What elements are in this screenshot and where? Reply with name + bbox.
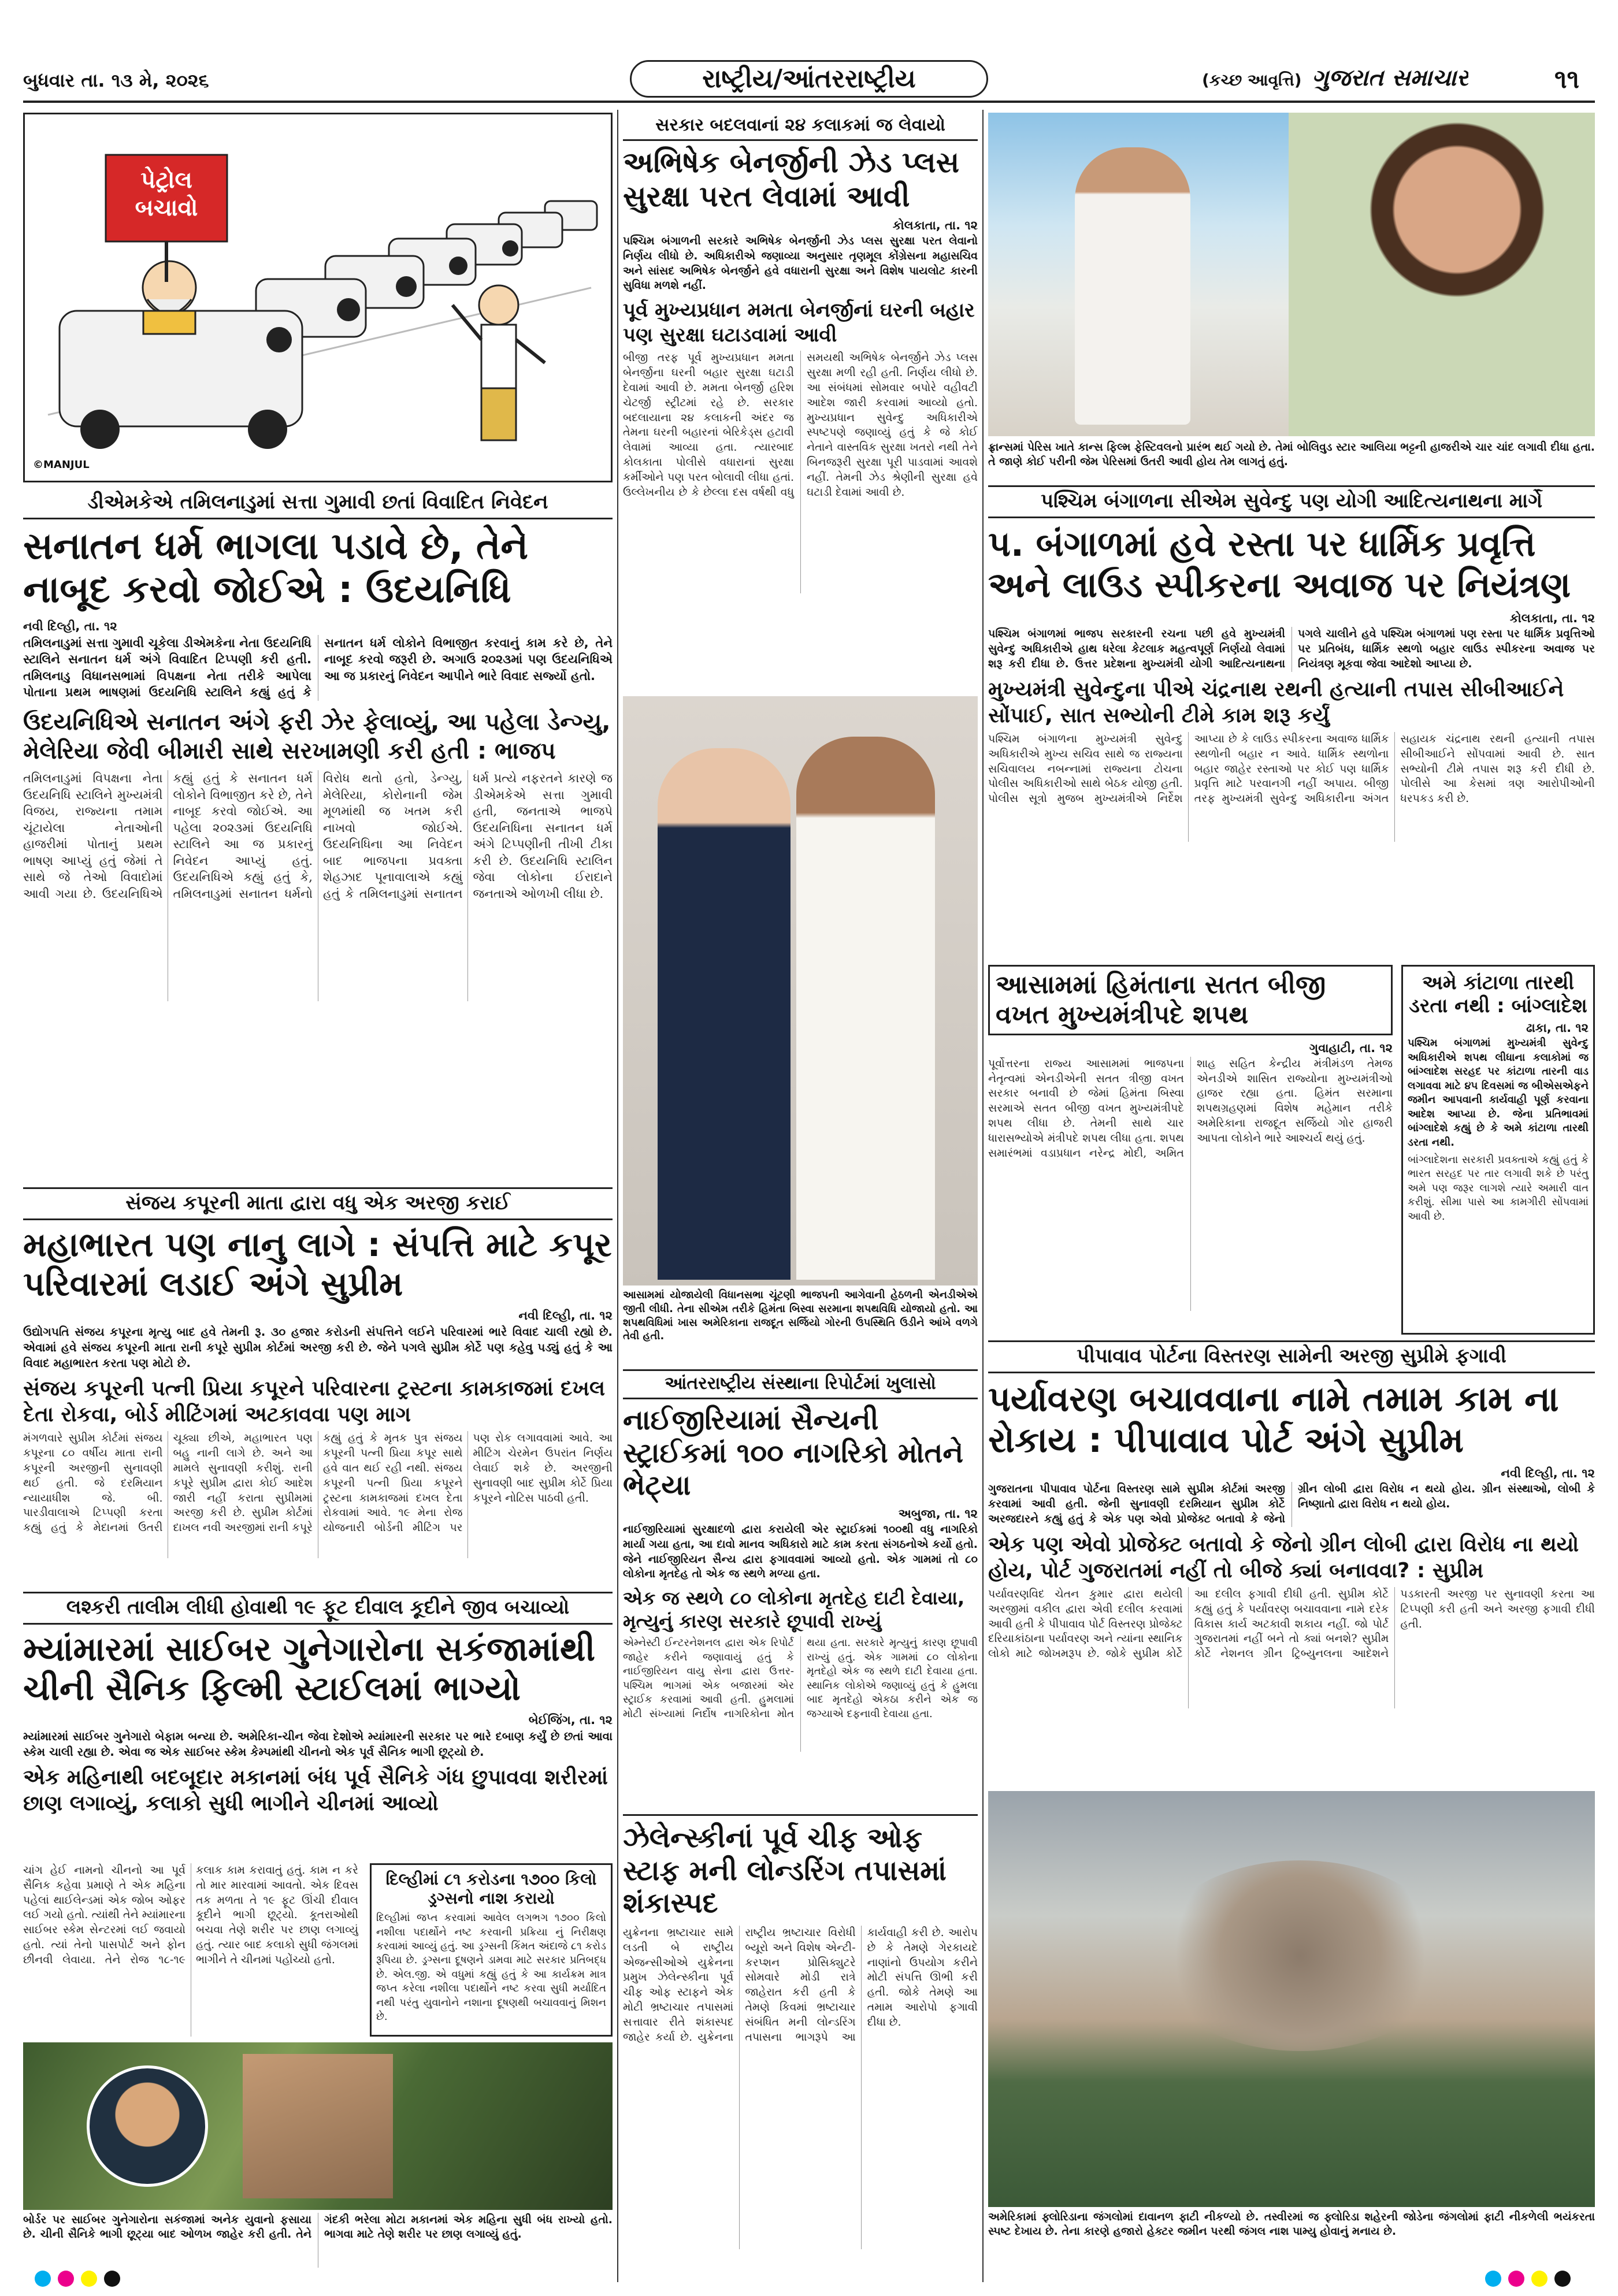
registration-dot	[1485, 2271, 1501, 2287]
column-rule	[982, 110, 984, 2282]
article-headline: અભિષેક બેનર્જીની ઝેડ પ્લસ સુરક્ષા પરત લેવામાં આવી	[623, 146, 960, 213]
article-kicker: આંતરરાષ્ટ્રીય સંસ્થાના રિપોર્ટમાં ખુલાસો	[623, 1369, 978, 1399]
article-headline: સનાતન ધર્મ ભાગલા પડાવે છે, તેને નાબૂદ કરવો જોઈએ : ઉદયનિધિ	[23, 525, 529, 612]
photo-caption: ફ્રાન્સમાં પેરિસ ખાતે કાન્સ ફિલ્મ ફેસ્ટિવલનો પ્રારંભ થઈ ગયો છે. તેમાં બોલિવુડ સ્ટાર આલિયા ભટ્ટની હાજરીએ ચાર ચાંદ લગાવી દીધા હતા. તે જાણે કોઈ પરીની જેમ પેરિસમાં ઉતરી આવી હોય તેમ લાગતું હતું.	[988, 441, 1595, 469]
registration-dot	[1508, 2271, 1524, 2287]
news-brief-bangladesh	[1401, 965, 1595, 1335]
registration-dot	[104, 2271, 120, 2287]
brief-title: અમે કાંટાળા તારથી ડરતા નથી : બાંગ્લાદેશ	[1409, 971, 1587, 1018]
registration-dot	[1554, 2271, 1571, 2287]
article-subhead: એક મહિનાથી બદબૂદાર મકાનમાં બંધ પૂર્વ સૈનિકે ગંધ છુપાવવા શરીરમાં છાણ લગાવ્યું, કલાકો સુધી ભાગીને ચીનમાં આવ્યો	[23, 1766, 608, 1816]
photo-florida-wildfire	[988, 1791, 1595, 2207]
article-zelensky	[623, 1814, 978, 2268]
news-brief-box	[370, 1863, 613, 2037]
article-subhead: પૂર્વ મુખ્યપ્રધાન મમતા બેનર્જીનાં ઘરની બહાર પણ સુરક્ષા ઘટાડવામાં આવી	[623, 299, 975, 347]
article-dateline: કોલકાતા, તા. ૧૨	[892, 218, 978, 232]
brief-title: દિલ્હીમાં ૮૧ કરોડના ૧૭૦૦ કિલો ડ્રગ્સનો નાશ કરાયો	[385, 1870, 597, 1908]
photo-figure-cm	[796, 737, 935, 1280]
registration-dot	[35, 2271, 51, 2287]
article-subhead: એક જ સ્થળે ૮૦ લોકોના મૃતદેહ દાટી દેવાયા, મૃત્યુનું કારણ સરકારે છૂપાવી રાખ્યું	[623, 1587, 965, 1633]
photo-inset-portrait	[87, 2065, 208, 2187]
page-number: ૧૧	[1554, 65, 1580, 94]
article-body: યુક્રેનના ભ્રષ્ટાચાર સામે લડતી બે રાષ્ટ્રીય એજન્સીઓએ યુક્રેનના પ્રમુખ ઝેલેન્સ્કીના પૂર્વ ચીફ ઓફ સ્ટાફને એક મોટી ભ્રષ્ટાચાર તપાસમાં સત્તાવાર રીતે શંકાસ્પદ જાહેર કર્યા છે. યુક્રેનના રાષ્ટ્રીય ભ્રષ્ટાચાર વિરોધી બ્યૂરો અને વિશેષ એન્ટી-કરપ્શન પ્રોસિક્યુટરે સોમવારે મોડી રાત્રે જાહેરાત કરી હતી કે તેમણે કિવમાં ભ્રષ્ટાચાર સંબંધિત મની લોન્ડરિંગ તપાસના ભાગરૂપે આ કાર્યવાહી કરી છે. આરોપ છે કે તેમણે ગેરકાયદે નાણાંનો ઉપયોગ કરીને મોટી સંપત્તિ ઊભી કરી હતી. જોકે તેમણે આ તમામ આરોપો ફગાવી દીધા છે.	[623, 1926, 978, 2044]
article-body: તમિલનાડુમાં વિપક્ષના નેતા ઉદયનિધિ સ્ટાલિને મુખ્યમંત્રી વિજય, રાજ્યના તમામ ચૂંટાયેલા નેતાઓની હાજરીમાં પોતાનું પ્રથમ ભાષણ આપ્યું હતું જેમાં તે સાથે જે તેઓ વિવાદોમાં આવી ગયા છે. ઉદયનિધિએ કહ્યું હતું કે સનાતન ધર્મ લોકોને વિભાજીત કરે છે, તેને નાબૂદ કરવો જોઈએ. આ પહેલા ૨૦૨૩માં ઉદયનિધિ સ્ટાલિને આ જ પ્રકારનું નિવેદન આપ્યું હતું. ઉદયનિધિએ કહ્યું હતું કે, તમિલનાડુમાં સનાતન ધર્મનો વિરોધ થતો હતો, ડેન્ગ્યુ, મેલેરિયા, કોરોનાની જેમ મૂળમાંથી જ ખતમ કરી નાખવો જોઈએ. ઉદયનિધિના આ નિવેદન બાદ ભાજપના પ્રવક્તા શેહઝાદ પૂનાવાલાએ કહ્યું હતું કે તમિલનાડુમાં સનાતન ધર્મ પ્રત્યે નફરતને કારણે જ ડીએમકેએ સત્તા ગુમાવી હતી, જનતાએ ભાજપે ઉદયનિધિના સનાતન ધર્મ અંગે ટિપ્પણીની તીખી ટીકા કરી છે. ઉદયનિધિ સ્ટાલિન જેવા લોકોના ઈરાદાને જનતાએ ઓળખી લીધા છે.	[23, 771, 613, 901]
article-kicker: પશ્ચિમ બંગાળના સીએમ સુવેન્દુ પણ યોગી આદિત્યનાથના માર્ગે	[988, 485, 1595, 518]
registration-dot	[58, 2271, 74, 2287]
photo-himanta-oath	[623, 696, 978, 1286]
page-header	[23, 58, 1595, 103]
registration-marks-right	[1485, 2271, 1601, 2290]
issue-date: બુધવાર તા. ૧૩ મે, ૨૦૨૬	[23, 69, 209, 91]
article-kapoor	[23, 1187, 613, 1586]
article-subhead: મુખ્યમંત્રી સુવેન્દુના પીએ ચંદ્રનાથ રથની હત્યાની તપાસ સીબીઆઈને સોંપાઈ, સાત સભ્યોની ટીમે કામ શરૂ કર્યું	[988, 677, 1564, 727]
section-title: રાષ્ટ્રીય/આંતરરાષ્ટ્રીય	[630, 60, 988, 98]
registration-dot	[81, 2271, 97, 2287]
article-himanta	[988, 965, 1393, 1335]
article-dateline: નવી દિલ્હી, તા. ૧૨	[518, 1308, 613, 1322]
photo-figure-gown	[1075, 147, 1190, 425]
article-headline: મહાભારત પણ નાનુ લાગે : સંપત્તિ માટે કપૂર પરિવારમાં લડાઈ અંગે સુપ્રીમ	[23, 1224, 612, 1304]
photo-caption: અમેરિકામાં ફ્લોરિડાના જંગલોમાં દાવાનળ ફાટી નીકળ્યો છે. તસ્વીરમાં જ ફ્લોરિડા શહેરની જોડેના જંગલોમાં ફાટી નીકળેલી ભયંકરતા સ્પષ્ટ દેખાય છે. તેના કારણે હજારો હેક્ટર જમીન પરથી જંગલ નાશ પામ્યુ હોવાનું મનાય છે.	[988, 2210, 1595, 2238]
photo-soldier	[23, 2042, 613, 2210]
article-abhishek	[623, 113, 978, 690]
photo-inset-arm	[243, 2054, 393, 2198]
article-dateline: કોલકાતા, તા. ૧૨	[1509, 611, 1595, 626]
article-kicker: લશ્કરી તાલીમ લીધી હોવાથી ૧૯ ફૂટ દીવાલ કૂદીને જીવ બચાવ્યો	[23, 1592, 613, 1625]
article-dateline: નવી દિલ્હી, તા. ૧૨	[23, 619, 117, 633]
article-stalin	[23, 488, 613, 1182]
article-lead: નાઈજીરિયામાં સુરક્ષાદળો દ્વારા કરાયેલી એર સ્ટ્રાઈકમાં ૧૦૦થી વધુ નાગરિકો માર્યા ગયા હતા, આ દાવો માનવ અધિકારો માટે કામ કરતા સંગઠનોએ કર્યો હતો. જેને નાઈજીરિયન સૈન્ય દ્વારા ફગાવવામાં આવ્યો હતો. એક ગામમાં તો ૮૦ લોકોના મૃતદેહ તો એક જ સ્થળે મળ્યા હતા.	[623, 1522, 978, 1581]
article-subhead: સંજય કપૂરની પત્ની પ્રિયા કપૂરને પરિવારના ટ્રસ્ટના કામકાજમાં દખલ દેતા રોકવા, બોર્ડ મીટિંગમાં અટકાવવા પણ માગ	[23, 1377, 606, 1427]
brief-body: બાંગ્લાદેશના સરકારી પ્રવક્તાએ કહ્યું હતું કે ભારત સરહદ પર તાર લગાવી શકે છે પરંતુ અમે પણ જરૂર લાગશે ત્યારે અમારી વાત કરીશું. સીમા પાસે આ કામગીરી સોંપવામાં આવી છે.	[1408, 1153, 1589, 1223]
article-subhead: ઉદયનિધિએ સનાતન અંગે ફરી ઝેર ફેલાવ્યું, આ પહેલા ડેન્ગ્યુ, મેલેરિયા જેવી બીમારી સાથે સરખામણી કરી હતી : ભાજપ	[23, 709, 611, 765]
column-rule	[617, 110, 618, 2282]
article-kicker: ડીએમકેએ તમિલનાડુમાં સત્તા ગુમાવી છતાં વિવાદિત નિવેદન	[23, 488, 613, 519]
cartoon-sign-text: પેટ્રોલ બચાવો	[135, 167, 198, 221]
article-dateline: બેઈજિંગ, તા. ૧૨	[528, 1712, 613, 1727]
article-headline: નાઈજીરિયામાં સૈન્યની સ્ટ્રાઈકમાં ૧૦૦ નાગરિકો મોતને ભેટ્યા	[623, 1404, 964, 1502]
article-kicker: સરકાર બદલવાનાં ૨૪ કલાકમાં જ લેવાયો	[623, 113, 978, 141]
edition-label: (કચ્છ આવૃત્તિ)	[1202, 70, 1302, 90]
article-lead: ઉદ્યોગપતિ સંજય કપૂરના મૃત્યુ બાદ હવે તેમની રૂ. ૩૦ હજાર કરોડની સંપત્તિને લઈને પરિવારમાં ભારે વિવાદ ચાલી રહ્યો છે. એવામાં હવે સંજય કપૂરની માતા રાની કપૂરે સુપ્રીમ કોર્ટમાં અરજી કરી છે. જેને પગલે સુપ્રીમ કોર્ટે પણ કહેવુ પડ્યું હતું કે આ વિવાદ મહાભારત કરતા પણ મોટો છે.	[23, 1324, 613, 1370]
photo-caption: આસામમાં યોજાયેલી વિધાનસભા ચૂંટણી ભાજપની આગેવાની હેઠળની એનડીએએ જીતી લીધી. તેના સીએમ તરીકે હિમંતા બિસ્વા સરમાના શપથવિધિ યોજાયો હતો. આ શપથવિધિમાં ખાસ અમેરિકાના રાજદૂત સર્જિયો ગોરની ઉપસ્થિતિ ઉડીને આંખે વળગે તેવી હતી.	[623, 1289, 978, 1343]
article-lead: પશ્ચિમ બંગાળની સરકારે અભિષેક બેનર્જીની ઝેડ પ્લસ સુરક્ષા પરત લેવાનો નિર્ણય લીધો છે. અધિકારીએ જણાવ્યા અનુસાર તૃણમૂલ કોંગ્રેસના મહાસચિવ અને સાંસદ અભિષેક બેનર્જીને હવે વધારાની સુરક્ષા અને વિશેષ પાયલોટ કારની સુવિધા મળશે નહીં.	[623, 235, 978, 292]
article-dateline: નવી દિલ્હી, તા. ૧૨	[1501, 1466, 1595, 1481]
article-headline: ઝેલેન્સ્કીનાં પૂર્વ ચીફ ઓફ સ્ટાફ મની લોન્ડરિંગ તપાસમાં શંકાસ્પદ	[623, 1822, 947, 1920]
article-body: પર્યાવરણવિદ ચેતન કુમાર દ્વારા થયેલી અરજીમાં વકીલ દ્વારા એવી દલીલ કરવામાં આવી હતી કે પીપાવાવ પોર્ટ વિસ્તરણ પ્રોજેક્ટ દરિયાકાંઠાના પર્યાવરણ અને ત્યાંના સ્થાનિક લોકો માટે જોખમરૂપ છે. જોકે સુપ્રીમ કોર્ટે આ દલીલ ફગાવી દીધી હતી. સુપ્રીમ કોર્ટે કહ્યું હતું કે પર્યાવરણ બચાવવાના નામે દરેક વિકાસ કાર્ય અટકાવી શકાય નહીં. જો પોર્ટ ગુજરાતમાં નહીં બને તો ક્યાં બનશે? સુપ્રીમ કોર્ટે નેશનલ ગ્રીન ટ્રિબ્યુનલના આદેશને પડકારતી અરજી પર સુનાવણી કરતા આ ટિપ્પણી કરી હતી અને અરજી ફગાવી દીધી હતી.	[988, 1587, 1595, 1660]
article-pipavav	[988, 1340, 1595, 1785]
article-nigeria	[623, 1369, 978, 1808]
photo-smoke-plume	[1150, 1860, 1450, 2051]
photo-caption: બોર્ડર પર સાઈબર ગુનેગારોના સકંજામાં અનેક યુવાનો ફસાયા છે. ચીની સૈનિકે ભાગી છૂટ્યા બાદ ઓળખ જાહેર કરી હતી. તેને ગંદકી ભરેલા મોટા મકાનમાં એક મહિના સુધી બંધ રાખ્યો હતો. ભાગવા માટે તેણે શરીર પર છાણ લગાવ્યું હતું.	[23, 2213, 613, 2241]
article-body: મંગળવારે સુપ્રીમ કોર્ટમાં સંજય કપૂરના ૮૦ વર્ષીય માતા રાની કપૂરની અરજીની સુનાવણી થઈ હતી. જે દરમિયાન ન્યાયાધીશ જે. બી. પારડીવાલાએ ટિપ્પણી કરતા કહ્યું હતું કે મેદાનમાં ઉતરી ચૂક્યા છીએ, મહાભારત પણ બહુ નાની લાગે છે. અને આ મામલે સુનાવણી કરીશું. રાની કપૂરે સુપ્રીમ દ્વારા કોઈ આદેશ જારી નહીં કરાતા સુપ્રીમમાં અરજી કરી છે. સુપ્રીમ કોર્ટમાં દાખલ નવી અરજીમાં રાની કપૂરે કહ્યું હતું કે મૃતક પુત્ર સંજય કપૂરની પત્ની પ્રિયા કપૂર સાથે હવે વાત થઈ રહી નથી. સંજય કપૂરની પત્ની પ્રિયા કપૂરને ટ્રસ્ટના કામકાજમાં દખલ દેતા રોકવામાં આવે. ૧૯ મેના રોજ યોજનારી બોર્ડની મીટિંગ પર પણ રોક લગાવવામાં આવે. આ મીટિંગ ચેરમેન ઉપરાંત નિર્ણય લેવાઈ શકે છે. અરજીની સુનાવણી બાદ સુપ્રીમ કોર્ટે પ્રિયા કપૂરને નોટિસ પાઠવી હતી.	[23, 1432, 613, 1535]
article-lead: મ્યાંમારમાં સાઈબર ગુનેગારો બેફામ બન્યા છે. અમેરિકા-ચીન જેવા દેશોએ મ્યાંમારની સરકાર પર ભારે દબાણ કર્યું છે છતાં આવા સ્કેમ ચાલી રહ્યા છે. એવા જ એક સાઈબર સ્કેમ કેમ્પમાંથી ચીનનો એક પૂર્વ સૈનિક ભાગી છૂટ્યો છે.	[23, 1729, 613, 1759]
photo-figure-envoy	[658, 748, 791, 1280]
article-body: બીજી તરફ પૂર્વ મુખ્યપ્રધાન મમતા બેનર્જીના ઘરની બહાર સુરક્ષા ઘટાડી દેવામાં આવી છે. મમતા બેનર્જી હરિશ ચેટર્જી સ્ટ્રીટમાં રહે છે. સરકાર બદલાયાના ૨૪ કલાકની અંદર જ તેમના ઘરની બહારનાં બેરિકેડ્સ હટાવી લેવામાં આવ્યા હતા. ત્યારબાદ કોલકાતા પોલીસે વધારાનાં સુરક્ષા કર્મીઓને પણ પરત બોલાવી લીધા હતાં. ઉલ્લેખનીય છે કે છેલ્લા દસ વર્ષથી વધુ સમયથી અભિષેક બેનર્જીને ઝેડ પ્લસ સુરક્ષા મળી રહી હતી. નિર્ણય લીધો છે. આ સંબંધમાં સોમવાર બપોરે વહીવટી આદેશ જારી કરવામાં આવ્યો હતો. મુખ્યપ્રધાન સુવેન્દુ અધિકારીએ સ્પષ્ટપણે જણાવ્યું હતું કે જે કોઈ નેતાને વાસ્તવિક સુરક્ષા ખતરો નથી તેને બિનજરૂરી સુરક્ષા પૂરી પાડવામાં આવશે નહીં. તેમની ઝેડ શ્રેણીની સુરક્ષા હવે ઘટાડી દેવામાં આવી છે.	[623, 351, 978, 499]
article-lead: તમિલનાડુમાં સત્તા ગુમાવી ચૂકેલા ડીએમકેના નેતા ઉદયનિધિ સ્ટાલિને સનાતન ધર્મ અંગે વિવાદિત ટિપ્પણી કરી હતી. તમિલનાડુ વિધાનસભામાં વિપક્ષના નેતા તરીકે આપેલા પોતાના પ્રથમ ભાષણમાં ઉદયનિધિ સ્ટાલિને કહ્યું હતું કે સનાતન ધર્મ લોકોને વિભાજીત કરવાનું કામ કરે છે, તેને નાબૂદ કરવો જરૂરી છે. અગાઉ ૨૦૨૩માં પણ ઉદયનિધિએ આ જ પ્રકારનું નિવેદન આપીને ભારે વિવાદ સર્જ્યો હતો.	[23, 636, 613, 700]
registration-dot	[1531, 2271, 1548, 2287]
cartoon	[23, 113, 613, 482]
photo-alia-cannes	[988, 113, 1595, 436]
article-body: પૂર્વોત્તરના રાજ્ય આસામમાં ભાજપના નેતૃત્વમાં એનડીએની સતત ત્રીજી વખત સરકાર બનાવી છે જેમાં હિમંતા બિસ્વા સરમાએ સતત બીજી વખત મુખ્યમંત્રીપદે શપથ લીધા છે. તેમની સાથે ચાર ધારાસભ્યોએ મંત્રીપદે શપથ લીધા હતા. શપથ સમારંભમાં વડાપ્રધાન નરેન્દ્ર મોદી, અમિત શાહ સહિત કેન્દ્રીય મંત્રીમંડળ તેમજ એનડીએ શાસિત રાજ્યોના મુખ્યમંત્રીઓ હાજર રહ્યા હતા. હિમંત સરમાના શપથગ્રહણમાં વિશેષ મહેમાન તરીકે અમેરિકાના રાજદૂત સર્જિયો ગોર હાજરી આપતા લોકોને ભારે આશ્ચર્ય થયું હતું.	[988, 1057, 1393, 1160]
photo-figure-portrait	[1289, 113, 1595, 436]
article-dateline: ગુવાહાટી, તા. ૧૨	[1309, 1041, 1393, 1055]
article-headline: આસામમાં હિમંતાના સતત બીજી વખત મુખ્યમંત્રીપદે શપથ	[988, 965, 1393, 1035]
article-lead: ગુજરાતના પીપાવાવ પોર્ટના વિસ્તરણ સામે સુપ્રીમ કોર્ટમાં અરજી કરવામાં આવી હતી. જેની સુનાવણી દરમિયાન સુપ્રીમ કોર્ટે અરજદારને કહ્યું હતું કે એક પણ એવો પ્રોજેક્ટ બતાવો કે જેનો ગ્રીન લોબી દ્વારા વિરોધ ન થયો હોય. ગ્રીન સંસ્થાઓ, લોબી કે નિષ્ણાતો દ્વારા વિરોધ ન થયો હોય.	[988, 1483, 1595, 1526]
article-kicker: પીપાવાવ પોર્ટના વિસ્તરણ સામેની અરજી સુપ્રીમે ફગાવી	[988, 1340, 1595, 1373]
brief-dateline: ઢાકા, તા. ૧૨	[1526, 1021, 1589, 1035]
article-dateline: અબુજા, તા. ૧૨	[898, 1506, 978, 1521]
article-body: પશ્ચિમ બંગાળના મુખ્યમંત્રી સુવેન્દુ અધિકારીએ મુખ્ય સચિવ સાથે જ રાજ્યના સચિવાલય નબન્નામાં રાજ્યના ટોચના પોલીસ અધિકારીઓ સાથે બેઠક યોજી હતી. પોલીસ સૂત્રો મુજબ મુખ્યમંત્રીએ નિર્દેશ આપ્યા છે કે લાઉડ સ્પીકરના અવાજ ધાર્મિક સ્થળોની બહાર ન આવે. ધાર્મિક સ્થળોના બહાર જાહેર રસ્તાઓ પર કોઈ પણ ધાર્મિક પ્રવૃત્તિ માટે પરવાનગી નહીં અપાય. બીજી તરફ મુખ્યમંત્રી સુવેન્દુ અધિકારીના અંગત સહાયક ચંદ્રનાથ રથની હત્યાની તપાસ સીબીઆઈને સોંપવામાં આવી છે. સાત સભ્યોની ટીમે તપાસ શરૂ કરી દીધી છે. પોલીસે આ કેસમાં ત્રણ આરોપીઓની ધરપકડ કરી છે.	[988, 732, 1595, 805]
article-body: એમ્નેસ્ટી ઈન્ટરનેશનલ દ્વારા એક રિપોર્ટ જાહેર કરીને જણાવાયું હતું કે નાઈજીરિયન વાયુ સેના દ્વારા ઉત્તર-પશ્ચિમ ભાગમાં એક બજારમાં એર સ્ટ્રાઈક કરવામાં આવી હતી. હુમલામાં મોટી સંખ્યામાં નિર્દોષ નાગરિકોના મોત થયા હતા. સરકારે મૃત્યુનું કારણ છૂપાવી રાખ્યું હતું. એક ગામમાં ૮૦ લોકોના મૃતદેહો એક જ સ્થળે દાટી દેવાયા હતા. સ્થાનિક લોકોએ જણાવ્યું હતું કે હુમલા બાદ મૃતદેહો એકઠા કરીને એક જ જગ્યાએ દફનાવી દેવાયા હતા.	[623, 1637, 978, 1720]
article-suvendu	[988, 485, 1595, 959]
article-kicker: સંજય કપૂરની માતા દ્વારા વધુ એક અરજી કરાઈ	[23, 1187, 613, 1220]
article-body: ચાંગ હેઈ નામનો ચીનનો આ પૂર્વ સૈનિક કહેવા પ્રમાણે તે એક મહિના પહેલાં થાઈલેન્ડમાં એક જોબ ઓફર લઈ ગયો હતો. ત્યાંથી તેને મ્યાંમારના સાઈબર સ્કેમ સેન્ટરમાં લઈ જવાયો હતો. ત્યાં તેનો પાસપોર્ટ અને ફોન છીનવી લેવાયા. તેને રોજ ૧૮-૧૯ કલાક કામ કરાવાતું હતું. કામ ન કરે તો માર મારવામાં આવતો. એક દિવસ તક મળતા તે ૧૯ ફૂટ ઊંચી દીવાલ કૂદીને ભાગી છૂટ્યો. કૂતરાઓથી બચવા તેણે શરીર પર છાણ લગાવ્યું હતું. ત્યાર બાદ કલાકો સુધી જંગલમાં ભાગીને તે ચીનમાં પહોંચ્યો હતો.	[23, 1864, 358, 1966]
article-subhead: એક પણ એવો પ્રોજેક્ટ બતાવો કે જેનો ગ્રીન લોબી દ્વારા વિરોધ ના થયો હોય, પોર્ટ ગુજરાતમાં નહીં તો બીજે ક્યાં બનાવવા? : સુપ્રીમ	[988, 1532, 1579, 1582]
masthead-name: ગુજરાત સમાચાર	[1312, 65, 1468, 91]
cartoonist-signature: ©MANJUL	[33, 459, 90, 471]
article-myanmar	[23, 1592, 613, 2268]
article-headline: મ્યાંમારમાં સાઈબર ગુનેગારોના સકંજામાંથી ચીની સૈનિક ફિલ્મી સ્ટાઈલમાં ભાગ્યો	[23, 1629, 595, 1708]
article-headline: પર્યાવરણ બચાવવાના નામે તમામ કામ ના રોકાય : પીપાવાવ પોર્ટ અંગે સુપ્રીમ	[988, 1379, 1559, 1461]
registration-marks-left	[35, 2271, 150, 2290]
brief-lead: પશ્ચિમ બંગાળમાં મુખ્યમંત્રી સુવેન્દુ અધિકારીએ શપથ લીધાના કલાકોમાં જ બાંગ્લાદેશ સરહદ પર કાંટાળા તારની વાડ લગાવવા માટે ૪૫ દિવસમાં જ બીએસએફને જમીન આપવાની કાર્યવાહી પૂર્ણ કરવાના આદેશ આપ્યા છે. જેના પ્રતિભાવમાં બાંગ્લાદેશે કહ્યું છે કે અમે કાંટાળા તારથી ડરતા નથી.	[1408, 1037, 1589, 1149]
article-headline: પ. બંગાળમાં હવે રસ્તા પર ધાર્મિક પ્રવૃત્તિ અને લાઉડ સ્પીકરના અવાજ પર નિયંત્રણ	[988, 523, 1571, 605]
article-lead: પશ્ચિમ બંગાળમાં ભાજપ સરકારની રચના પછી હવે મુખ્યમંત્રી સુવેન્દુ અધિકારીએ હાથ ધરેલા કેટલાક મહત્વપૂર્ણ નિર્ણયો લેવામાં શરૂ કરી દીધા છે. ઉત્તર પ્રદેશના મુખ્યમંત્રી યોગી આદિત્યનાથના પગલે ચાલીને હવે પશ્ચિમ બંગાળમાં પણ રસ્તા પર ધાર્મિક પ્રવૃત્તિઓ પર પ્રતિબંધ, ધાર્મિક સ્થળો બહાર લાઉડ સ્પીકરના અવાજ પર નિયંત્રણ મૂકવા જેવા આદેશો આપ્યા છે.	[988, 627, 1595, 671]
brief-body: દિલ્હીમાં જપ્ત કરવામાં આવેલ લગભગ ૧૭૦૦ કિલો નશીલા પદાર્થોને નષ્ટ કરવાની પ્રક્રિયા નું નિરીક્ષણ કરવામાં આવ્યું હતું. આ ડ્રગ્સની કિંમત અંદાજે ૮૧ કરોડ રૂપિયા છે. ડ્રગ્સના દૂષણને ડામવા માટે સરકાર પ્રતિબદ્ધ છે. એલ.જી. એ વધુમાં કહ્યું હતું કે આ કાર્યક્રમ માત્ર જપ્ત કરેલા નશીલા પદાર્થોને નષ્ટ કરવા સુધી મર્યાદિત નથી પરંતુ યુવાનોને નશાના દૂષણથી બચાવવાનું મિશન છે.	[376, 1912, 606, 2023]
